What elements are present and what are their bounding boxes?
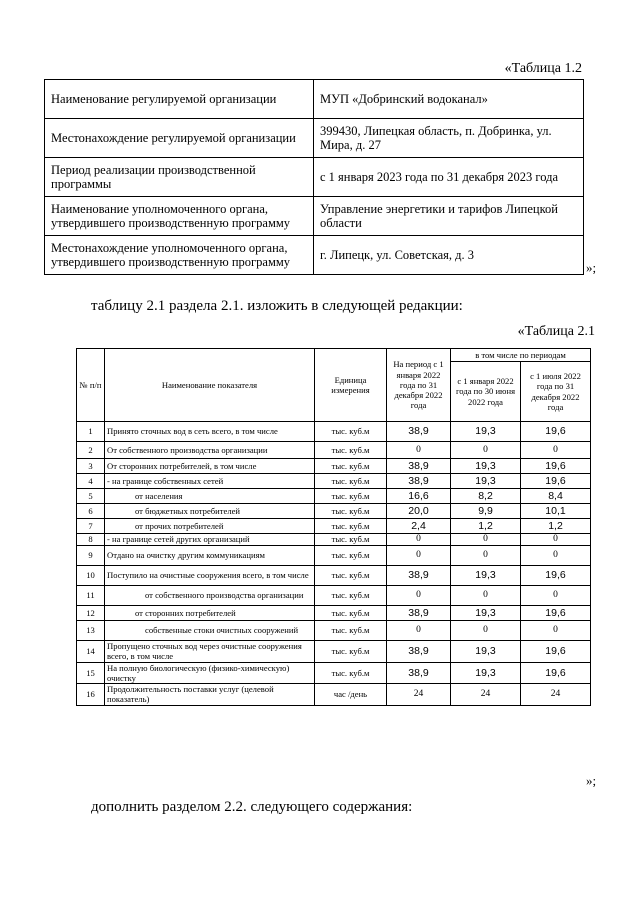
table1-row [45,119,584,158]
table1-row [45,158,584,197]
indicator-name-cell: - на границе собственных сетей [105,474,315,489]
header-indicator-name: Наименование показателя [105,349,315,422]
unit-cell: тыс. куб.м [315,534,387,546]
table2-row [77,641,591,663]
table2-row [77,621,591,641]
indicator-name-cell: Пропущено сточных вод через очистные сооружения всего, в том числе [105,641,315,663]
first-half-value-cell: 19,3 [451,459,521,474]
table2-row [77,474,591,489]
first-half-value-cell: 0 [451,534,521,546]
first-half-value-cell: 0 [451,442,521,459]
second-half-value-cell: 19,6 [521,459,591,474]
unit-cell: тыс. куб.м [315,546,387,566]
second-half-value-cell: 0 [521,621,591,641]
indicator-name-cell: От сторонних потребителей, в том числе [105,459,315,474]
header-first-half: с 1 января 2022 года по 30 июня 2022 года [451,362,521,422]
first-half-value-cell: 19,3 [451,641,521,663]
row-number-cell: 16 [77,684,105,706]
first-half-value-cell: 24 [451,684,521,706]
total-value-cell: 38,9 [387,566,451,586]
table1-label-cell: Местонахождение регулируемой организации [45,119,314,158]
table1-row [45,236,584,275]
unit-cell: тыс. куб.м [315,504,387,519]
first-half-value-cell: 0 [451,621,521,641]
unit-cell: тыс. куб.м [315,621,387,641]
row-number-cell: 10 [77,566,105,586]
table2-row [77,586,591,606]
unit-cell: тыс. куб.м [315,489,387,504]
table2-row [77,422,591,442]
indicator-name-cell: от бюджетных потребителей [105,504,315,519]
total-value-cell: 0 [387,442,451,459]
indicator-name-cell: Принято сточных вод в сеть всего, в том числе [105,422,315,442]
indicator-name-cell: от собственного производства организации [105,586,315,606]
table2-row [77,546,591,566]
row-number-cell: 1 [77,422,105,442]
unit-cell: тыс. куб.м [315,519,387,534]
total-value-cell: 38,9 [387,662,451,684]
header-including-periods: в том числе по периодам [451,349,591,362]
total-value-cell: 38,9 [387,641,451,663]
indicator-name-cell: От собственного производства организации [105,442,315,459]
table2-row [77,534,591,546]
unit-cell: тыс. куб.м [315,586,387,606]
paragraph-section-2-2-intro: дополнить разделом 2.2. следующего содержания: [91,799,413,815]
table1-value-cell: Управление энергетики и тарифов Липецкой области [314,197,584,236]
indicator-name-cell: На полную биологическую (физико-химическую) очистку [105,662,315,684]
first-half-value-cell: 19,3 [451,422,521,442]
total-value-cell: 20,0 [387,504,451,519]
second-half-value-cell: 24 [521,684,591,706]
table1-label-cell: Местонахождение уполномоченного органа, утвердившего производственную программу [45,236,314,275]
second-half-value-cell: 19,6 [521,606,591,621]
second-half-value-cell: 19,6 [521,662,591,684]
first-half-value-cell: 9,9 [451,504,521,519]
row-number-cell: 6 [77,504,105,519]
first-half-value-cell: 8,2 [451,489,521,504]
table2-row [77,489,591,504]
indicator-name-cell: от населения [105,489,315,504]
total-value-cell: 0 [387,534,451,546]
unit-cell: тыс. куб.м [315,606,387,621]
table2-row [77,684,591,706]
second-half-value-cell: 0 [521,586,591,606]
table1-label-cell: Наименование уполномоченного органа, утвердившего производственную программу [45,197,314,236]
second-half-value-cell: 0 [521,442,591,459]
unit-cell: тыс. куб.м [315,442,387,459]
unit-cell: тыс. куб.м [315,641,387,663]
first-half-value-cell: 19,3 [451,662,521,684]
row-number-cell: 3 [77,459,105,474]
unit-cell: тыс. куб.м [315,459,387,474]
first-half-value-cell: 19,3 [451,474,521,489]
total-value-cell: 38,9 [387,474,451,489]
table2-row [77,606,591,621]
wastewater-indicators-table [76,348,591,706]
row-number-cell: 5 [77,489,105,504]
table1-value-cell: МУП «Добринский водоканал» [314,80,584,119]
table1-value-cell: 399430, Липецкая область, п. Добринка, ул. Мира, д. 27 [314,119,584,158]
indicator-name-cell: от сторонних потребителей [105,606,315,621]
second-half-value-cell: 0 [521,546,591,566]
first-half-value-cell: 19,3 [451,566,521,586]
header-number: № п/п [77,349,105,422]
second-half-value-cell: 19,6 [521,641,591,663]
unit-cell: тыс. куб.м [315,422,387,442]
table2-row [77,504,591,519]
table2-closing-quote: »; [586,773,597,788]
row-number-cell: 11 [77,586,105,606]
total-value-cell: 16,6 [387,489,451,504]
row-number-cell: 13 [77,621,105,641]
indicator-name-cell: собственные стоки очистных сооружений [105,621,315,641]
table1-label-cell: Период реализации производственной программы [45,158,314,197]
table2-row [77,662,591,684]
total-value-cell: 38,9 [387,606,451,621]
unit-cell: тыс. куб.м [315,474,387,489]
organization-info-table [44,79,584,275]
total-value-cell: 24 [387,684,451,706]
table2-row [77,442,591,459]
row-number-cell: 14 [77,641,105,663]
table1-value-cell: с 1 января 2023 года по 31 декабря 2023 года [314,158,584,197]
first-half-value-cell: 1,2 [451,519,521,534]
indicator-name-cell: - на границе сетей других организаций [105,534,315,546]
total-value-cell: 0 [387,546,451,566]
indicator-name-cell: Поступило на очистные сооружения всего, в том числе [105,566,315,586]
row-number-cell: 15 [77,662,105,684]
table1-closing-quote: »; [586,260,597,275]
second-half-value-cell: 19,6 [521,474,591,489]
indicator-name-cell: Продолжительность поставки услуг (целевой показатель) [105,684,315,706]
table1-label-cell: Наименование регулируемой организации [45,80,314,119]
indicator-name-cell: от прочих потребителей [105,519,315,534]
second-half-value-cell: 0 [521,534,591,546]
table2-row [77,519,591,534]
second-half-value-cell: 19,6 [521,422,591,442]
table1-row [45,80,584,119]
row-number-cell: 9 [77,546,105,566]
paragraph-table-2-1-intro: таблицу 2.1 раздела 2.1. изложить в следующей редакции: [91,298,463,314]
row-number-cell: 7 [77,519,105,534]
table1-row [45,197,584,236]
row-number-cell: 4 [77,474,105,489]
unit-cell: тыс. куб.м [315,662,387,684]
total-value-cell: 0 [387,586,451,606]
header-unit: Единица измерения [315,349,387,422]
table2-row [77,566,591,586]
total-value-cell: 38,9 [387,459,451,474]
row-number-cell: 2 [77,442,105,459]
indicator-name-cell: Отдано на очистку другим коммуникациям [105,546,315,566]
total-value-cell: 0 [387,621,451,641]
first-half-value-cell: 0 [451,586,521,606]
table1-value-cell: г. Липецк, ул. Советская, д. 3 [314,236,584,275]
header-total-period: На период с 1 января 2022 года по 31 декабря 2022 года [387,349,451,422]
second-half-value-cell: 19,6 [521,566,591,586]
second-half-value-cell: 1,2 [521,519,591,534]
total-value-cell: 38,9 [387,422,451,442]
total-value-cell: 2,4 [387,519,451,534]
row-number-cell: 8 [77,534,105,546]
first-half-value-cell: 0 [451,546,521,566]
row-number-cell: 12 [77,606,105,621]
unit-cell: тыс. куб.м [315,566,387,586]
table2-row [77,459,591,474]
table1-caption: «Таблица 1.2 [504,61,582,76]
second-half-value-cell: 10,1 [521,504,591,519]
unit-cell: час /день [315,684,387,706]
table2-caption: «Таблица 2.1 [517,324,595,339]
first-half-value-cell: 19,3 [451,606,521,621]
header-second-half: с 1 июля 2022 года по 31 декабря 2022 года [521,362,591,422]
second-half-value-cell: 8,4 [521,489,591,504]
